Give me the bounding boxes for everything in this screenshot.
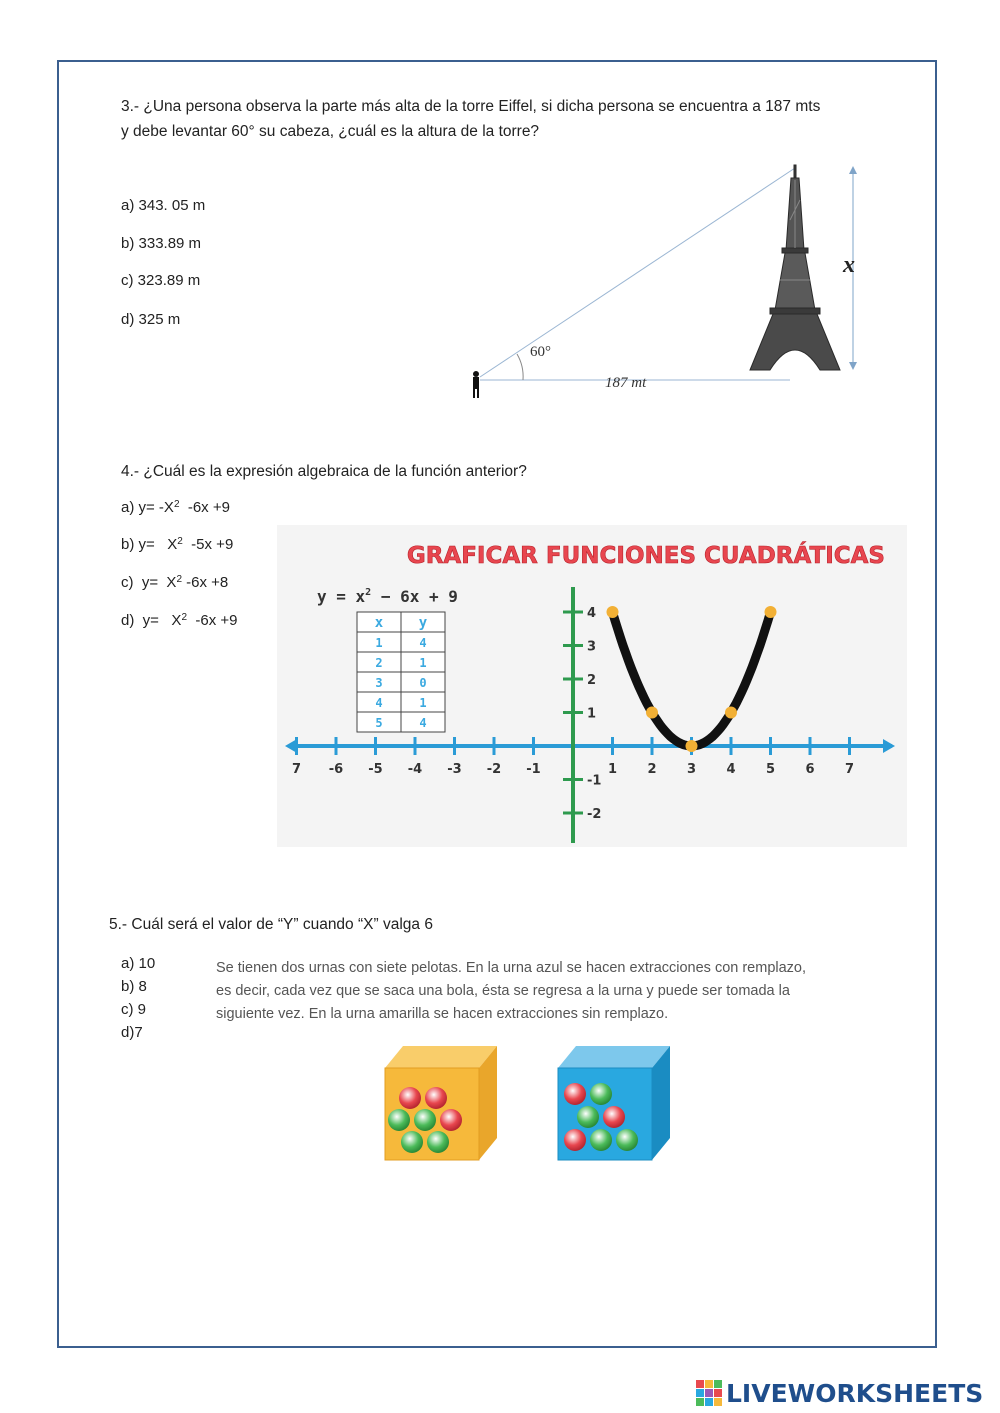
data-point	[607, 606, 619, 618]
sight-line	[480, 168, 795, 377]
q4-option-d[interactable]	[121, 612, 237, 629]
x-tick-label: -4	[407, 762, 423, 777]
q4-option-a-sup: 2	[173, 499, 180, 510]
table-cell: 4	[375, 696, 383, 710]
height-label: x	[843, 252, 855, 278]
q4-option-d-pre: d) y= X	[121, 612, 182, 629]
q4-option-c[interactable]	[121, 574, 228, 591]
x-tick-label: -5	[368, 762, 383, 777]
x-tick-label: 3	[686, 762, 697, 777]
eiffel-tower-icon	[750, 165, 840, 370]
q5-option-a[interactable]: a) 10	[121, 955, 156, 972]
equation-pre: y = x	[317, 587, 366, 606]
urn-text-line3: siguiente vez. En la urna amarilla se hacen extracciones sin remplazo.	[216, 1006, 669, 1022]
blue-urn	[558, 1046, 670, 1160]
table-cell: 4	[419, 716, 427, 730]
q3-option-c[interactable]: c) 323.89 m	[121, 272, 201, 289]
q5-option-c[interactable]: c) 9	[121, 1001, 147, 1018]
y-tick-label: -1	[587, 773, 602, 789]
q3-option-d[interactable]: d) 325 m	[121, 311, 181, 328]
q4-option-d-sup: 2	[181, 612, 188, 623]
x-tick-label: -1	[526, 762, 541, 777]
q4-option-b-sup: 2	[177, 536, 183, 547]
q4-option-a[interactable]	[121, 499, 230, 516]
q4-option-b-post: -5x +9	[182, 536, 234, 553]
question-3	[121, 94, 901, 144]
logo-grid-icon	[696, 1380, 722, 1406]
eiffel-figure	[455, 160, 875, 410]
x-tick-label: 4	[726, 762, 736, 777]
quadratic-chart	[277, 525, 907, 847]
liveworksheets-logo[interactable]	[696, 1378, 983, 1408]
distance-label: 187 mt	[605, 375, 647, 391]
equation-post: − 6x + 9	[371, 587, 458, 606]
q3-option-b[interactable]: b) 333.89 m	[121, 235, 202, 252]
q4-option-b-pre: b) y= X	[121, 536, 178, 553]
table-cell: 2	[375, 656, 383, 670]
x-tick-label: -6	[328, 762, 344, 777]
question-4: 4.- ¿Cuál es la expresión algebraica de la función anterior?	[121, 463, 527, 480]
chart-title: GRAFICAR FUNCIONES CUADRÁTICAS	[406, 543, 885, 569]
x-tick-label: 1	[607, 762, 618, 777]
angle-label: 60°	[530, 344, 551, 360]
data-point	[646, 707, 658, 719]
q5-option-d[interactable]: d)7	[121, 1024, 143, 1041]
q3-option-a[interactable]: a) 343. 05 m	[121, 197, 206, 214]
table-cell: 5	[375, 716, 383, 730]
data-point	[765, 606, 777, 618]
table-cell: 1	[419, 656, 427, 670]
q4-option-a-pre: a) y= -X	[121, 499, 174, 516]
x-tick-label: 7	[291, 762, 302, 777]
table-header-cell: x	[374, 615, 384, 631]
urn-problem-text	[216, 957, 886, 1026]
equation-sup: 2	[365, 587, 372, 598]
y-tick-label: 2	[587, 673, 597, 688]
table-header-cell: y	[418, 615, 428, 631]
x-tick-label: -2	[486, 762, 502, 777]
q4-option-c-sup: 2	[176, 574, 182, 585]
q5-option-b[interactable]: b) 8	[121, 978, 147, 995]
urn-text-line2: es decir, cada vez que se saca una bola, ésta se regresa a la urna y puede ser tomada la	[216, 983, 790, 999]
y-tick-label: -2	[587, 807, 602, 822]
table-cell: 1	[375, 636, 383, 650]
urn-text-line1: Se tienen dos urnas con siete pelotas. En la urna azul se hacen extracciones con remplazo,	[216, 960, 807, 976]
brand-name: LIVEWORKSHEETS	[726, 1378, 984, 1408]
table-cell: 1	[419, 696, 427, 710]
question-3-line1: 3.- ¿Una persona observa la parte más alta de la torre Eiffel, si dicha persona se encuentra a 187 mts	[121, 98, 821, 115]
y-tick-label: 3	[587, 639, 597, 655]
y-tick-label: 4	[587, 606, 597, 621]
table-cell: 4	[419, 636, 427, 650]
yellow-urn	[385, 1046, 497, 1160]
x-tick-label: 7	[844, 762, 855, 777]
table-cell: 0	[419, 676, 427, 690]
q4-option-b[interactable]	[121, 536, 233, 553]
q4-option-c-pre: c) y= X	[121, 574, 177, 591]
q4-option-a-post: -6x +9	[179, 499, 230, 516]
q4-option-c-post: -6x +8	[182, 574, 229, 591]
table-cell: 3	[375, 676, 383, 690]
value-table	[357, 612, 445, 732]
data-point	[725, 707, 737, 719]
data-point	[686, 740, 698, 752]
question-3-line2: y debe levantar 60° su cabeza, ¿cuál es la altura de la torre?	[121, 123, 540, 140]
y-tick-label: 1	[587, 706, 597, 722]
angle-arc	[517, 354, 523, 380]
person-icon	[473, 371, 479, 398]
question-5: 5.- Cuál será el valor de “Y” cuando “X” valga 6	[109, 916, 433, 933]
q5-options	[121, 952, 155, 1044]
x-tick-label: 5	[765, 762, 776, 777]
x-tick-label: 6	[805, 762, 815, 777]
chart-equation	[317, 587, 458, 606]
q4-option-d-post: -6x +9	[187, 612, 238, 629]
x-tick-label: 2	[647, 762, 657, 777]
x-tick-label: -3	[447, 762, 462, 777]
urns-figure	[375, 1038, 695, 1168]
